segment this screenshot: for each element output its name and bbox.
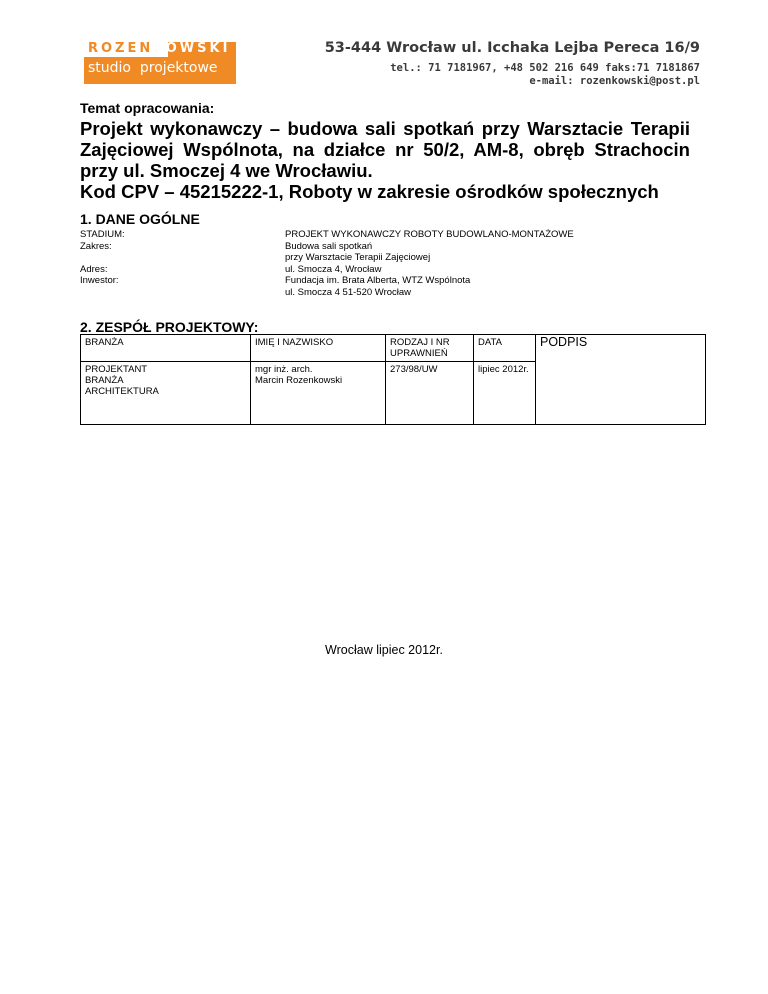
header-address: 53-444 Wrocław ul. Icchaka Lejba Pereca 16/9: [324, 40, 700, 56]
general-labels: [80, 229, 125, 287]
header-license: RODZAJ I NR UPRAWNIEŃ: [386, 335, 474, 362]
cell-name: [251, 362, 386, 425]
logo-subtitle: studio projektowe: [88, 60, 218, 76]
header-name: IMIĘ I NAZWISKO: [251, 335, 386, 362]
section-general-title: 1. DANE OGÓLNE: [80, 211, 200, 227]
label-stadium: STADIUM:: [80, 229, 125, 240]
topic-line: Kod CPV – 45215222-1, Roboty w zakresie ośrodków społecznych: [80, 181, 659, 202]
topic-line: Projekt wykonawczy – budowa sali spotkań przy Warsztacie Terapii: [80, 118, 690, 139]
general-values: [285, 229, 574, 299]
value-zakres: Budowa sali spotkań: [285, 240, 373, 252]
label-zakres: Zakres:: [80, 240, 112, 252]
topic-title: [80, 118, 690, 202]
cell-license: 273/98/UW: [386, 362, 474, 425]
branza-line-3: ARCHITEKTURA: [85, 386, 159, 397]
team-table: [80, 334, 706, 425]
branza-line-2: BRANŻA: [85, 375, 124, 386]
header-branza: BRANŻA: [81, 335, 251, 362]
name-line-1: mgr inż. arch.: [255, 364, 313, 375]
value-inwestor-address: ul. Smocza 4 51-520 Wrocław: [285, 286, 412, 298]
branza-line-1: PROJEKTANT: [85, 364, 148, 375]
logo-wordmark: ROZENKOWSKI: [88, 41, 231, 56]
label-blank: [80, 252, 125, 264]
cell-date: lipiec 2012r.: [474, 362, 536, 425]
header-phone: tel.: 71 7181967, +48 502 216 649 faks:71 7181867: [390, 62, 700, 74]
value-inwestor: Fundacja im. Brata Alberta, WTZ Wspólnota: [285, 275, 471, 287]
footer-place-date: Wrocław lipiec 2012r.: [325, 643, 443, 657]
value-stadium: PROJEKT WYKONAWCZY ROBOTY BUDOWLANO-MONTAŻOWE: [285, 229, 574, 240]
header-date: DATA: [474, 335, 536, 362]
table-header-row: [81, 335, 706, 362]
cell-branza: [81, 362, 251, 425]
value-zakres-2: przy Warsztacie Terapii Zajęciowej: [285, 252, 431, 264]
topic-line: przy ul. Smoczej 4 we Wrocławiu.: [80, 160, 373, 181]
company-logo: [84, 40, 236, 84]
topic-label: Temat opracowania:: [80, 100, 215, 116]
header-sign: PODPIS: [536, 335, 706, 425]
section-team-title: 2. ZESPÓŁ PROJEKTOWY:: [80, 319, 259, 335]
header-email: e-mail: rozenkowski@post.pl: [529, 75, 700, 87]
label-inwestor: Inwestor:: [80, 275, 119, 287]
topic-line: Zajęciowej Wspólnota, na działce nr 50/2, AM-8, obręb Strachocin: [80, 139, 690, 160]
name-line-2: Marcin Rozenkowski: [255, 375, 343, 386]
value-adres: ul. Smocza 4, Wrocław: [285, 263, 382, 275]
label-adres: Adres:: [80, 263, 108, 275]
